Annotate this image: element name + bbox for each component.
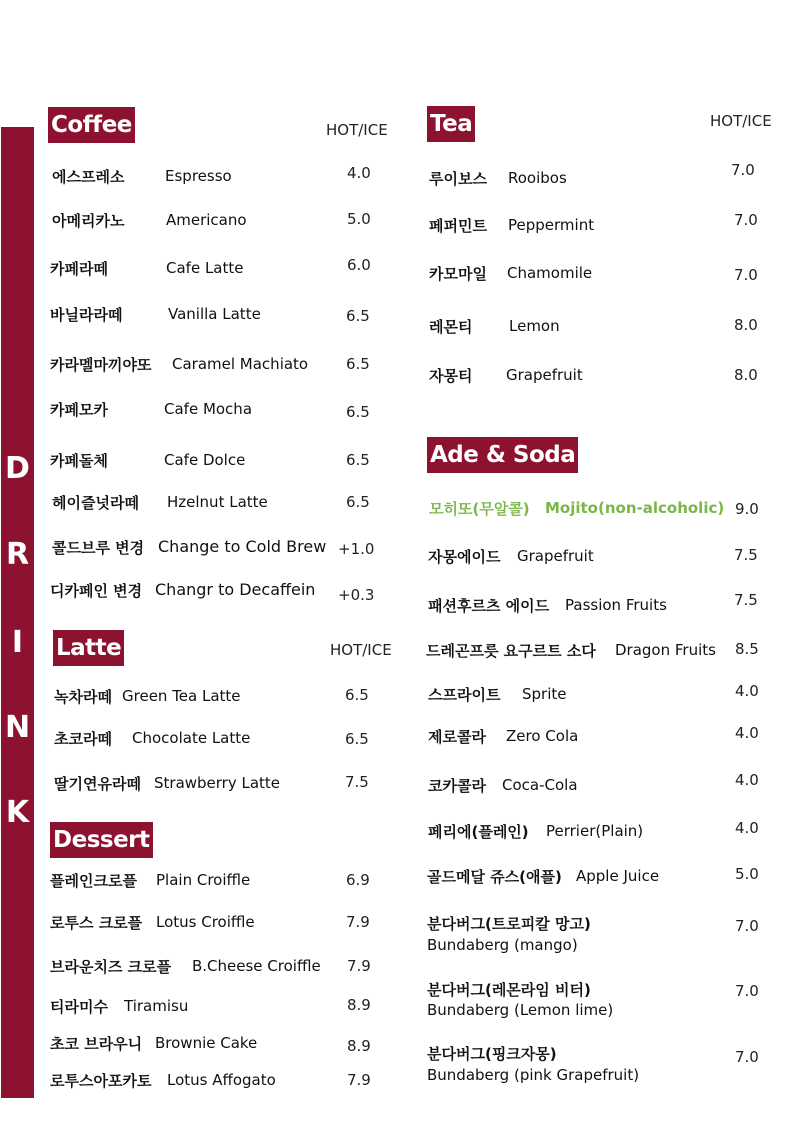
menu-item-kr: 디카페인 변경: [50, 582, 143, 600]
menu-item-price: 4.0: [735, 819, 759, 837]
menu-item-kr: 플레인크로플: [50, 872, 137, 890]
menu-item-price: 7.0: [731, 161, 755, 179]
sidebar-letter: N: [4, 710, 31, 745]
menu-item-kr: 브라운치즈 크로플: [50, 958, 172, 976]
menu-item-price: 7.9: [347, 1071, 371, 1089]
menu-item-price: +0.3: [338, 586, 375, 604]
menu-item-price: 4.0: [735, 724, 759, 742]
menu-item-en: Lotus Affogato: [167, 1071, 276, 1089]
menu-item-kr: 초코라떼: [54, 730, 112, 748]
menu-item-price: 8.5: [735, 640, 759, 658]
menu-item-kr: 카페돌체: [50, 452, 108, 470]
menu-item-price: 6.9: [346, 871, 370, 889]
menu-item-en: Lemon: [509, 317, 560, 335]
menu-item-kr: 로투스아포카토: [50, 1072, 152, 1090]
menu-item-kr: 아메리카노: [52, 212, 125, 230]
menu-item-en: Brownie Cake: [155, 1034, 258, 1052]
coffee-section-title: Coffee: [48, 107, 135, 143]
menu-item-price: 6.5: [346, 403, 370, 421]
menu-item-price: 6.5: [346, 307, 370, 325]
menu-item-en: Bundaberg (mango): [427, 936, 578, 954]
menu-item-en: Apple Juice: [576, 867, 660, 885]
menu-item-en: Rooibos: [508, 169, 567, 187]
menu-item-en: Hzelnut Latte: [167, 493, 268, 511]
menu-item-en: B.Cheese Croiffle: [192, 957, 321, 975]
drink-sidebar: [1, 127, 34, 1098]
menu-item-kr: 루이보스: [429, 170, 487, 188]
menu-item-kr: 드레곤프릇 요구르트 소다: [426, 642, 596, 660]
menu-item-price: 8.9: [347, 996, 371, 1014]
menu-item-en: Vanilla Latte: [168, 305, 261, 323]
menu-item-price: 8.9: [347, 1037, 371, 1055]
menu-item-price: 6.5: [346, 355, 370, 373]
menu-item-kr: 패션후르츠 에이드: [428, 597, 550, 615]
sidebar-letter: D: [5, 451, 30, 486]
menu-item-price: 8.0: [734, 316, 758, 334]
menu-item-en: Cafe Mocha: [164, 400, 253, 418]
tea-hot-ice-label: HOT/ICE: [710, 112, 772, 130]
menu-item-en: Caramel Machiato: [172, 355, 309, 373]
menu-item-en: Tiramisu: [124, 997, 189, 1015]
menu-item-en: Sprite: [522, 685, 567, 703]
menu-item-kr: 에스프레소: [52, 168, 125, 186]
dessert-section-title: Dessert: [50, 822, 153, 858]
menu-item-kr: 제로콜라: [428, 728, 486, 746]
menu-item-price: 7.0: [734, 266, 758, 284]
sidebar-letter: R: [5, 537, 30, 572]
menu-item-price: 7.9: [346, 913, 370, 931]
menu-item-price: 6.5: [345, 686, 369, 704]
menu-item-price: 4.0: [735, 771, 759, 789]
menu-item-price: 6.5: [345, 730, 369, 748]
menu-item-kr: 바닐라라떼: [50, 306, 123, 324]
menu-item-price: 6.5: [346, 451, 370, 469]
sidebar-letter: K: [5, 795, 30, 830]
menu-item-price: 7.5: [734, 546, 758, 564]
menu-item-price: 6.0: [347, 256, 371, 274]
menu-item-kr: 분다버그(트로피칼 망고): [427, 915, 591, 933]
ade-soda-section-title: Ade & Soda: [427, 437, 578, 473]
menu-item-kr: 콜드브루 변경: [52, 539, 145, 557]
menu-item-en: Grapefruit: [517, 547, 594, 565]
menu-item-price: 5.0: [347, 210, 371, 228]
menu-item-kr: 페리에(플레인): [428, 823, 529, 841]
menu-item-kr: 티라미수: [50, 998, 108, 1016]
menu-item-kr: 레몬티: [429, 318, 473, 336]
menu-item-en: Lotus Croiffle: [156, 913, 255, 931]
menu-item-kr: 카모마일: [429, 265, 487, 283]
menu-item-kr: 카페라떼: [50, 260, 108, 278]
menu-item-price: 7.5: [734, 591, 758, 609]
menu-item-kr: 카라멜마끼야또: [50, 356, 152, 374]
menu-item-kr: 녹차라떼: [54, 688, 112, 706]
menu-item-en: Perrier(Plain): [546, 822, 644, 840]
menu-item-en: Change to Cold Brew: [158, 537, 327, 556]
menu-item-kr: 자몽티: [429, 367, 473, 385]
menu-item-kr: 페퍼민트: [429, 217, 487, 235]
menu-item-en: Grapefruit: [506, 366, 583, 384]
menu-item-en: Plain Croiffle: [156, 871, 251, 889]
menu-item-en: Chamomile: [507, 264, 593, 282]
menu-item-kr: 스프라이트: [428, 686, 501, 704]
menu-item-en: Espresso: [165, 167, 232, 185]
coffee-hot-ice-label: HOT/ICE: [326, 121, 388, 139]
menu-item-en: Passion Fruits: [565, 596, 667, 614]
menu-item-price: 4.0: [735, 682, 759, 700]
latte-section-title: Latte: [53, 630, 124, 666]
menu-item-en: Green Tea Latte: [122, 687, 241, 705]
menu-item-price: 8.0: [734, 366, 758, 384]
menu-item-kr: 골드메달 쥬스(애플): [427, 868, 562, 886]
menu-item-kr: 자몽에이드: [428, 548, 501, 566]
menu-item-kr: 분다버그(레몬라임 비터): [427, 981, 591, 999]
menu-item-en: Americano: [166, 211, 247, 229]
menu-item-kr: 분다버그(핑크자몽): [427, 1045, 557, 1063]
menu-item-price: 7.0: [735, 1048, 759, 1066]
latte-hot-ice-label: HOT/ICE: [330, 641, 392, 659]
menu-item-en: Cafe Latte: [166, 259, 244, 277]
menu-item-kr: 카페모카: [50, 401, 108, 419]
menu-item-kr-highlight: 모히또(무알콜): [429, 500, 530, 518]
menu-item-en: Strawberry Latte: [154, 774, 281, 792]
menu-item-kr: 로투스 크로플: [50, 914, 143, 932]
menu-item-price: +1.0: [338, 540, 375, 558]
menu-item-en: Zero Cola: [506, 727, 579, 745]
menu-item-price: 7.9: [347, 957, 371, 975]
menu-item-price: 5.0: [735, 865, 759, 883]
menu-item-price: 7.0: [735, 982, 759, 1000]
menu-item-price: 7.0: [735, 917, 759, 935]
menu-item-en: Coca-Cola: [502, 776, 578, 794]
menu-item-en: Cafe Dolce: [164, 451, 246, 469]
menu-item-en: Bundaberg (Lemon lime): [427, 1001, 614, 1019]
menu-item-price: 4.0: [347, 164, 371, 182]
tea-section-title: Tea: [427, 106, 475, 142]
menu-item-price: 6.5: [346, 493, 370, 511]
menu-item-price: 7.0: [734, 211, 758, 229]
menu-item-en: Bundaberg (pink Grapefruit): [427, 1066, 640, 1084]
menu-item-en: Peppermint: [508, 216, 595, 234]
menu-item-en-highlight: Mojito(non-alcoholic): [545, 499, 725, 517]
menu-item-price: 9.0: [735, 500, 759, 518]
menu-item-en: Chocolate Latte: [132, 729, 251, 747]
menu-item-kr: 초코 브라우니: [50, 1035, 143, 1053]
menu-item-en: Changr to Decaffein: [155, 580, 316, 599]
menu-item-kr: 딸기연유라떼: [54, 775, 141, 793]
menu-item-kr: 헤이즐넛라떼: [52, 494, 139, 512]
menu-item-en: Dragon Fruits: [615, 641, 716, 659]
sidebar-letter: I: [11, 625, 24, 660]
menu-item-kr: 코카콜라: [428, 777, 486, 795]
menu-item-price: 7.5: [345, 773, 369, 791]
